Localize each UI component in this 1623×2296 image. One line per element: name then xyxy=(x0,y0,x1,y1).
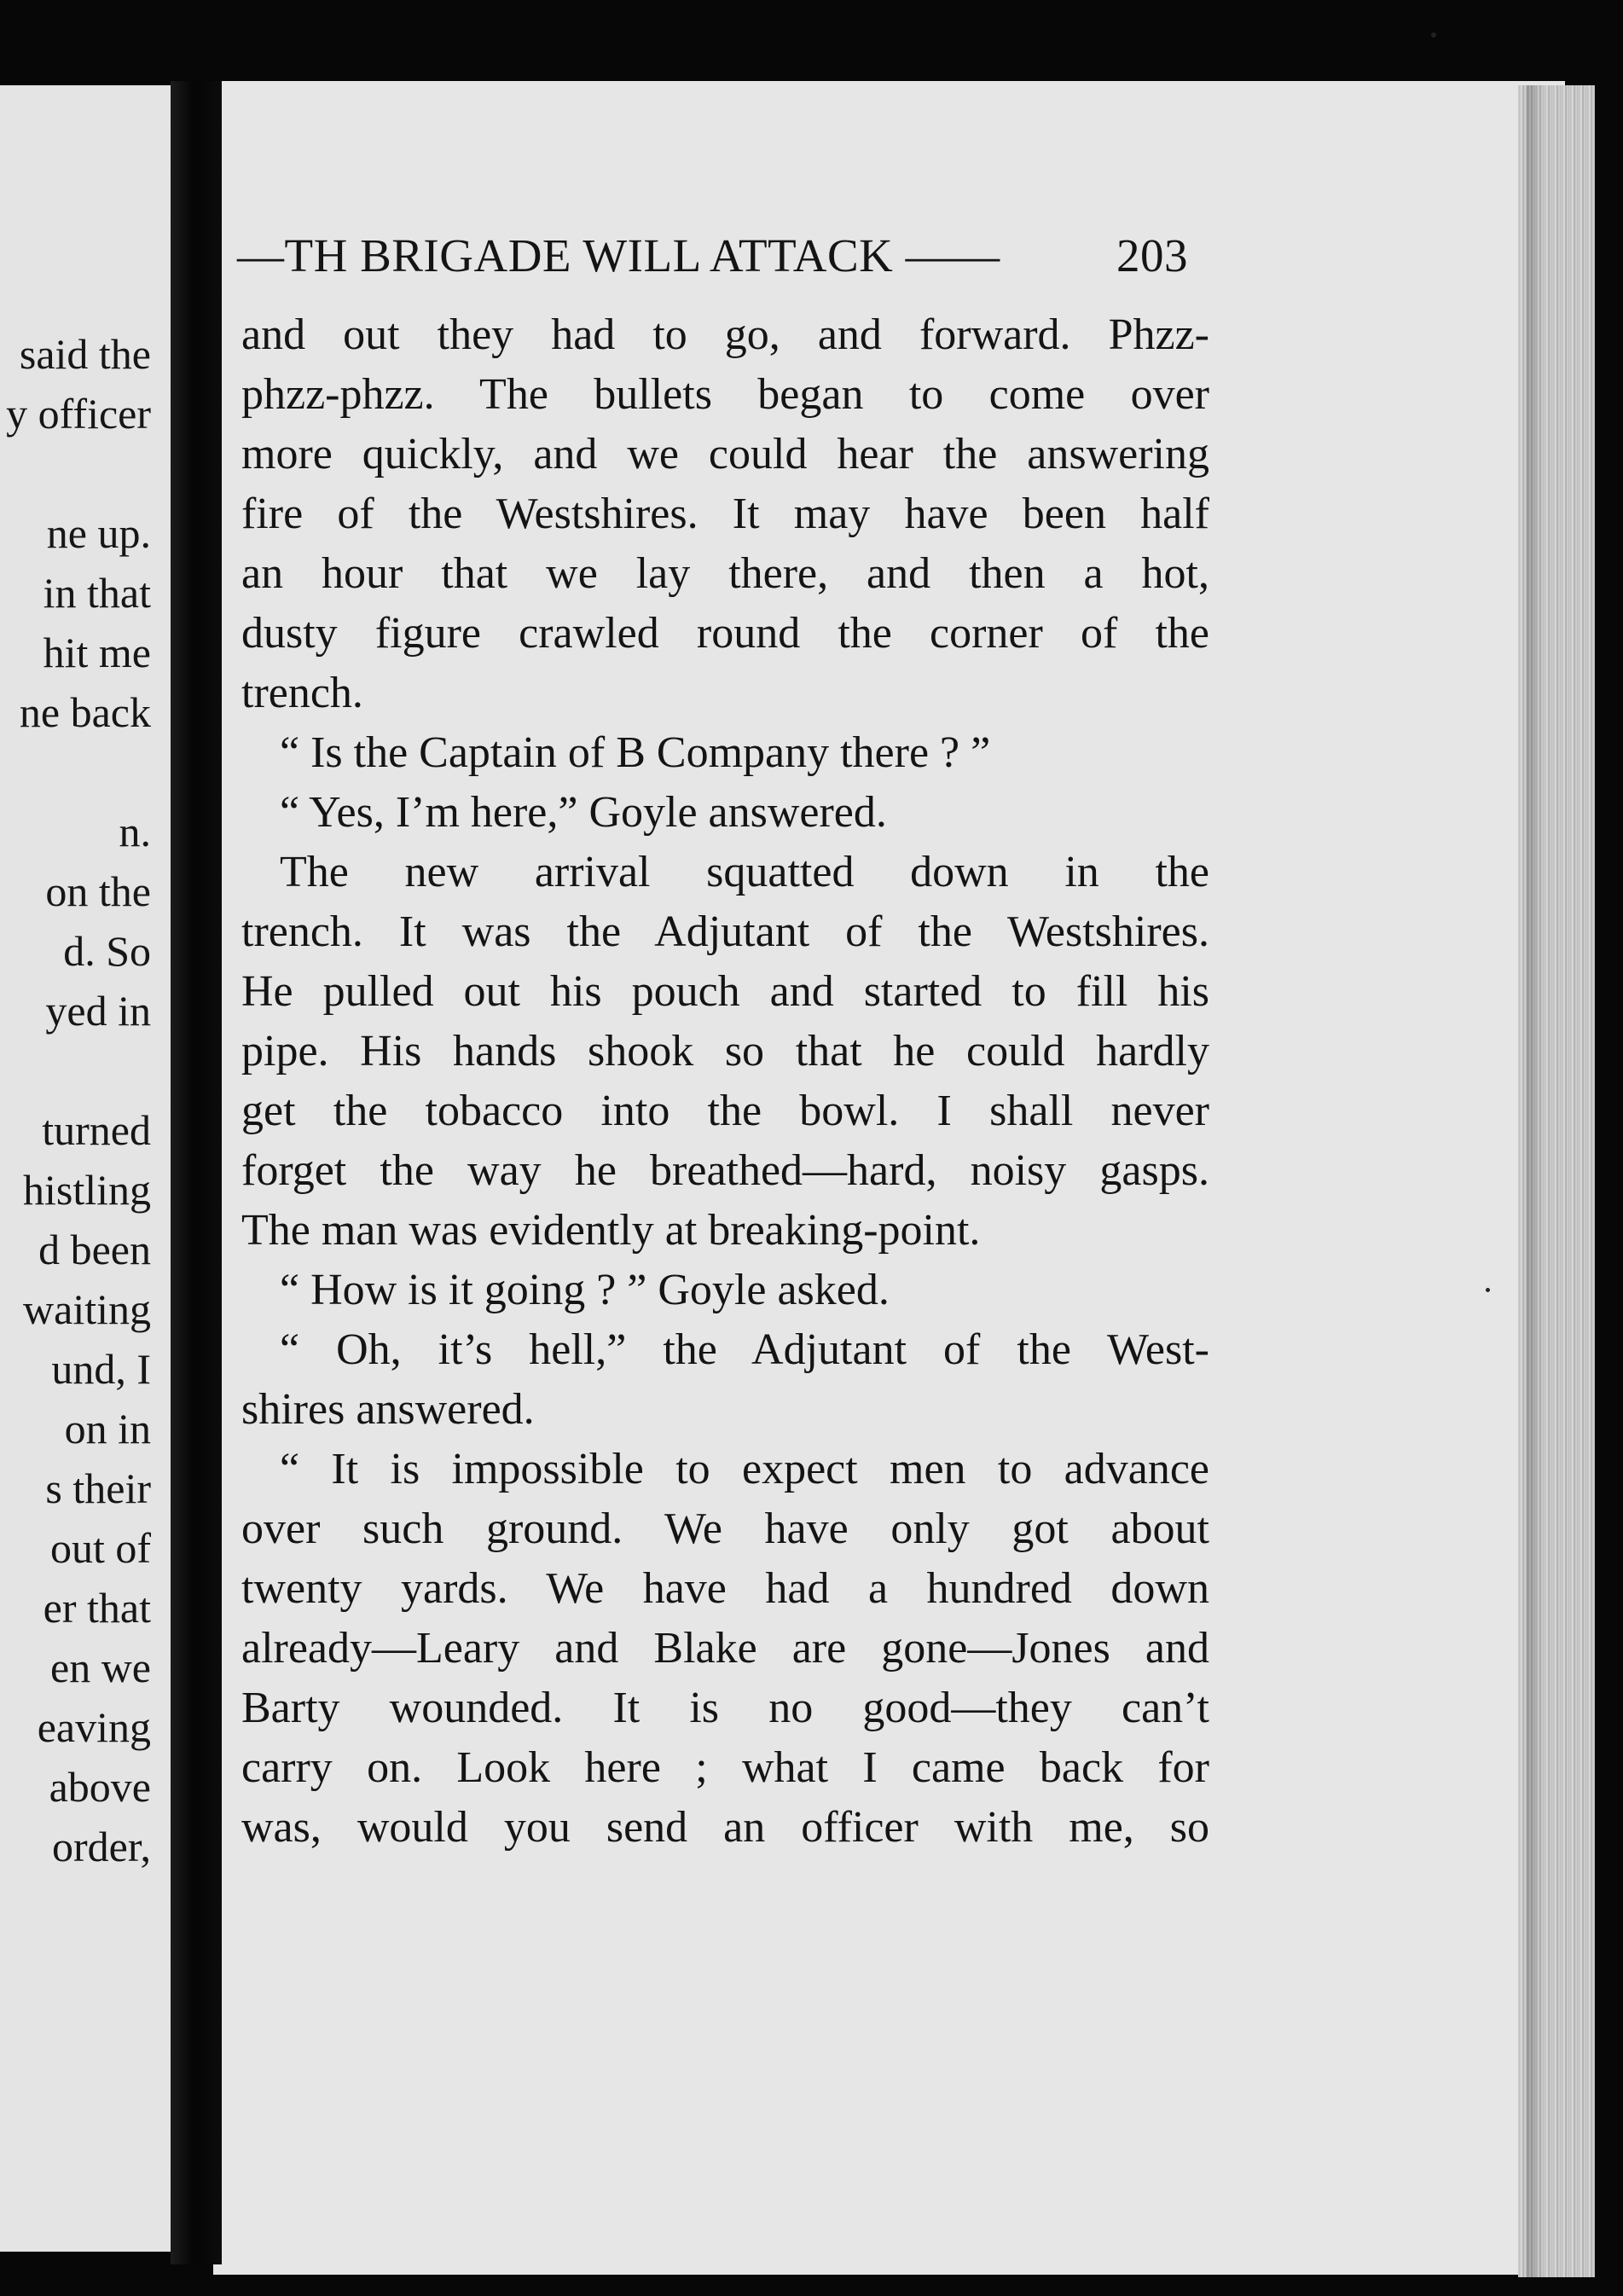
left-page-line: s their xyxy=(45,1464,151,1512)
body-line: “ Oh, it’s hell,” the Adjutant of the West- xyxy=(280,1325,1209,1374)
left-page-line: en we xyxy=(50,1644,151,1691)
book-gutter xyxy=(171,81,222,2264)
left-page-line: waiting xyxy=(23,1285,151,1333)
body-line: already—Leary and Blake are gone—Jones and xyxy=(241,1624,1209,1673)
body-line: He pulled out his pouch and started to fill his xyxy=(241,967,1209,1016)
left-page-line: out of xyxy=(49,1524,151,1572)
body-line: trench. It was the Adjutant of the Westshires. xyxy=(241,907,1209,956)
body-line: and out they had to go, and forward. Phzz- xyxy=(241,310,1209,359)
body-line: fire of the Westshires. It may have been half xyxy=(241,490,1209,538)
dust-speck xyxy=(1486,1288,1490,1292)
body-line: pipe. His hands shook so that he could hardly xyxy=(241,1027,1209,1076)
body-line: The new arrival squatted down in the xyxy=(280,848,1209,896)
left-page-line: on in xyxy=(64,1405,151,1452)
running-head-title: —TH BRIGADE WILL ATTACK —— xyxy=(237,229,1000,281)
body-line: trench. xyxy=(241,669,363,717)
body-line: carry on. Look here ; what I came back for xyxy=(241,1743,1209,1792)
left-page-line: ne up. xyxy=(46,509,151,557)
body-line: The man was evidently at breaking-point. xyxy=(241,1206,981,1255)
running-head xyxy=(237,229,1188,282)
left-page-fragment xyxy=(0,85,192,2252)
body-line: get the tobacco into the bowl. I shall never xyxy=(241,1087,1209,1135)
left-page-line: in that xyxy=(43,569,151,617)
left-page-line: said the xyxy=(19,330,151,378)
body-line: more quickly, and we could hear the answering xyxy=(241,430,1209,478)
page-edge-shadow xyxy=(1527,85,1544,2277)
dust-speck xyxy=(1431,32,1436,38)
body-line: twenty yards. We have had a hundred down xyxy=(241,1564,1209,1613)
left-page-line: hit me xyxy=(43,629,151,676)
left-page-line: d been xyxy=(38,1226,151,1273)
body-line: over such ground. We have only got about xyxy=(241,1505,1209,1553)
body-line: shires answered. xyxy=(241,1385,535,1434)
body-line: was, would you send an officer with me, so xyxy=(241,1803,1209,1852)
body-line: “ It is impossible to expect men to advance xyxy=(280,1445,1209,1493)
body-line: dusty figure crawled round the corner of the xyxy=(241,609,1209,658)
left-page-line: above xyxy=(49,1763,151,1811)
left-page-line: eaving xyxy=(37,1703,151,1751)
left-page-line: y officer xyxy=(6,390,151,438)
body-text xyxy=(241,305,1209,1858)
left-page-line: on the xyxy=(45,867,151,915)
left-page-line: n. xyxy=(119,808,151,855)
left-page-line: und, I xyxy=(51,1345,151,1393)
left-page-line: er that xyxy=(43,1584,151,1632)
left-page-line: d. So xyxy=(63,927,151,975)
left-page-line: order, xyxy=(52,1823,151,1870)
body-line: an hour that we lay there, and then a hot, xyxy=(241,549,1209,598)
body-line: “ Is the Captain of B Company there ? ” xyxy=(280,728,991,777)
body-line: forget the way he breathed—hard, noisy gasps. xyxy=(241,1146,1209,1195)
left-page-line: turned xyxy=(42,1106,151,1154)
left-page-line: histling xyxy=(22,1166,151,1214)
page-number: 203 xyxy=(1116,229,1188,281)
body-line: phzz-phzz. The bullets began to come over xyxy=(241,370,1209,419)
left-page-line: yed in xyxy=(45,987,151,1035)
body-line: “ Yes, I’m here,” Goyle answered. xyxy=(280,788,887,837)
body-line: “ How is it going ? ” Goyle asked. xyxy=(280,1266,890,1314)
body-line: Barty wounded. It is no good—they can’t xyxy=(241,1684,1209,1732)
left-page-line: ne back xyxy=(19,688,151,736)
